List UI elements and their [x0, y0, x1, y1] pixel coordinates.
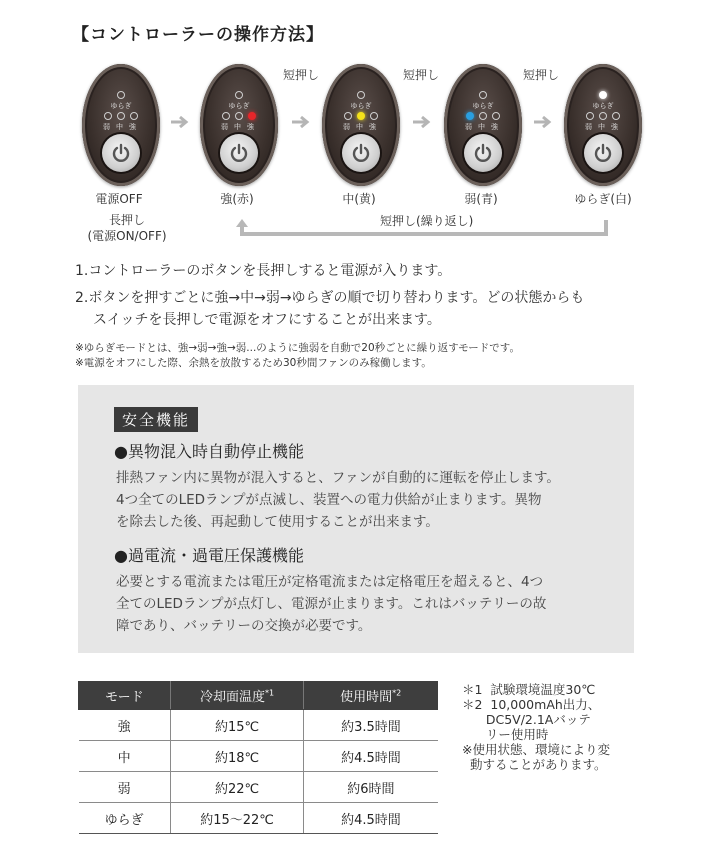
led-yuragi [117, 91, 125, 99]
led-mid [479, 112, 487, 120]
label-strong: 強 [369, 123, 376, 131]
table-row [79, 772, 438, 803]
led-strong [248, 112, 256, 120]
label-yuragi: ゆらぎ [228, 102, 250, 110]
label-yuragi: ゆらぎ [110, 102, 132, 110]
cell-time: 約3.5時間 [304, 710, 438, 741]
cell-temp: 約22℃ [170, 772, 304, 803]
led-weak [222, 112, 230, 120]
label-mid: 中 [234, 123, 241, 131]
long-press-text: 長押し [108, 213, 145, 227]
led-yuragi [599, 91, 607, 99]
label-strong: 強 [611, 123, 618, 131]
cell-time: 約4.5時間 [304, 741, 438, 772]
controller-caption: ゆらぎ(白) [574, 192, 632, 206]
header-mode: モード [79, 682, 171, 710]
power-icon [229, 143, 249, 163]
long-press-label [72, 212, 182, 244]
safety-panel [78, 385, 634, 653]
led-mid [357, 112, 365, 120]
text-line: 排熱ファン内に異物が混入すると、ファンが自動的に運転を停止します。 [116, 470, 560, 486]
footnotes [462, 682, 610, 772]
controller-0 [82, 64, 160, 186]
table-row [79, 803, 438, 834]
safety-heading-foreign-object: ●異物混入時自動停止機能 [114, 442, 304, 461]
led-weak [586, 112, 594, 120]
footnote-line: ＊2 10,000mAh出力、 [462, 697, 601, 712]
note-yuragi: ※ゆらぎモードとは、強→弱→強→弱...のように強弱を自動で20秒ごとに繰り返すモードです。 [75, 342, 520, 354]
controller-3 [444, 64, 522, 186]
text-line: を除去した後、再起動して使用することが出来ます。 [116, 514, 439, 530]
text-line: 4つ全てのLEDランプが点滅し、装置への電力供給が止まります。異物 [116, 492, 542, 508]
instruction-2-cont: スイッチを長押しで電源をオフにすることが出来ます。 [93, 312, 441, 328]
safety-tag: 安全機能 [114, 407, 198, 432]
controller-caption: 弱(青) [464, 192, 498, 206]
led-yuragi [235, 91, 243, 99]
cell-temp: 約18℃ [170, 741, 304, 772]
loop-label: 短押し(繰り返し) [376, 212, 477, 229]
controller-caption: 電源OFF [95, 192, 143, 206]
power-icon [111, 143, 131, 163]
controller-1 [200, 64, 278, 186]
footnote-line: DC5V/2.1Aバッテ [462, 712, 591, 727]
cell-mode: 強 [79, 710, 171, 741]
power-button[interactable] [464, 134, 502, 172]
led-mid [235, 112, 243, 120]
instruction-1: 1.コントローラーのボタンを長押しすると電源が入ります。 [75, 263, 452, 279]
label-mid: 中 [356, 123, 363, 131]
led-weak [344, 112, 352, 120]
led-weak [466, 112, 474, 120]
controller-2 [322, 64, 400, 186]
label-weak: 弱 [343, 123, 350, 131]
led-yuragi [479, 91, 487, 99]
label-weak: 弱 [103, 123, 110, 131]
label-mid: 中 [598, 123, 605, 131]
arrow-right-icon [533, 115, 555, 129]
arrow-right-icon [170, 115, 192, 129]
cell-time: 約6時間 [304, 772, 438, 803]
text-line: 障であり、バッテリーの交換が必要です。 [116, 618, 372, 634]
power-button[interactable] [342, 134, 380, 172]
header-time: 使用時間$^{*2}$ [304, 682, 438, 710]
text-line: 必要とする電流または電圧が定格電流または定格電圧を超えると、4つ [116, 574, 544, 590]
cell-mode: 中 [79, 741, 171, 772]
safety-text-foreign-object [116, 467, 621, 533]
label-yuragi: ゆらぎ [472, 102, 494, 110]
power-icon [473, 143, 493, 163]
cell-temp: 約15～22℃ [170, 803, 304, 834]
led-strong [130, 112, 138, 120]
label-mid: 中 [116, 123, 123, 131]
power-button[interactable] [220, 134, 258, 172]
section-title: 【コントローラーの操作方法】 [72, 25, 324, 45]
footnote-line: ＊1 試験環境温度30℃ [462, 682, 596, 697]
led-strong [370, 112, 378, 120]
led-strong [492, 112, 500, 120]
text-line: 全てのLEDランプが点灯し、電源が止まります。これはバッテリーの故 [116, 596, 547, 612]
led-strong [612, 112, 620, 120]
power-icon [593, 143, 613, 163]
led-mid [117, 112, 125, 120]
cell-time: 約4.5時間 [304, 803, 438, 834]
short-press-label-2: 短押し [403, 68, 440, 82]
label-weak: 弱 [221, 123, 228, 131]
led-weak [104, 112, 112, 120]
arrow-right-icon [412, 115, 434, 129]
led-mid [599, 112, 607, 120]
label-mid: 中 [478, 123, 485, 131]
short-press-label-1: 短押し [283, 68, 320, 82]
label-strong: 強 [491, 123, 498, 131]
cell-mode: ゆらぎ [79, 803, 171, 834]
cell-temp: 約15℃ [170, 710, 304, 741]
header-temp: 冷却面温度$^{*1}$ [170, 682, 304, 710]
short-press-label-3: 短押し [523, 68, 560, 82]
safety-heading-overcurrent: ●過電流・過電圧保護機能 [114, 546, 304, 565]
note-power-off: ※電源をオフにした際、余熱を放散するため30秒間ファンのみ稼働します。 [75, 357, 432, 369]
led-yuragi [357, 91, 365, 99]
label-weak: 弱 [585, 123, 592, 131]
controller-caption: 強(赤) [220, 192, 254, 206]
controller-4 [564, 64, 642, 186]
table-row [79, 741, 438, 772]
cell-mode: 弱 [79, 772, 171, 803]
spec-table [78, 681, 438, 834]
instruction-2: 2.ボタンを押すごとに強→中→弱→ゆらぎの順で切り替わります。どの状態からも [75, 290, 585, 306]
label-weak: 弱 [465, 123, 472, 131]
table-row [79, 710, 438, 741]
power-button[interactable] [102, 134, 140, 172]
controller-caption: 中(黄) [342, 192, 376, 206]
label-yuragi: ゆらぎ [350, 102, 372, 110]
footnote-line: リー使用時 [462, 727, 549, 742]
long-press-sub-text: (電源ON/OFF) [87, 229, 167, 243]
safety-text-overcurrent [116, 571, 621, 637]
power-icon [351, 143, 371, 163]
table-header-row [79, 682, 438, 710]
footnote-line: 動することがあります。 [462, 757, 607, 772]
label-strong: 強 [247, 123, 254, 131]
power-button[interactable] [584, 134, 622, 172]
label-strong: 強 [129, 123, 136, 131]
footnote-line: ※使用状態、環境により変 [462, 742, 610, 757]
arrow-right-icon [291, 115, 313, 129]
label-yuragi: ゆらぎ [592, 102, 614, 110]
